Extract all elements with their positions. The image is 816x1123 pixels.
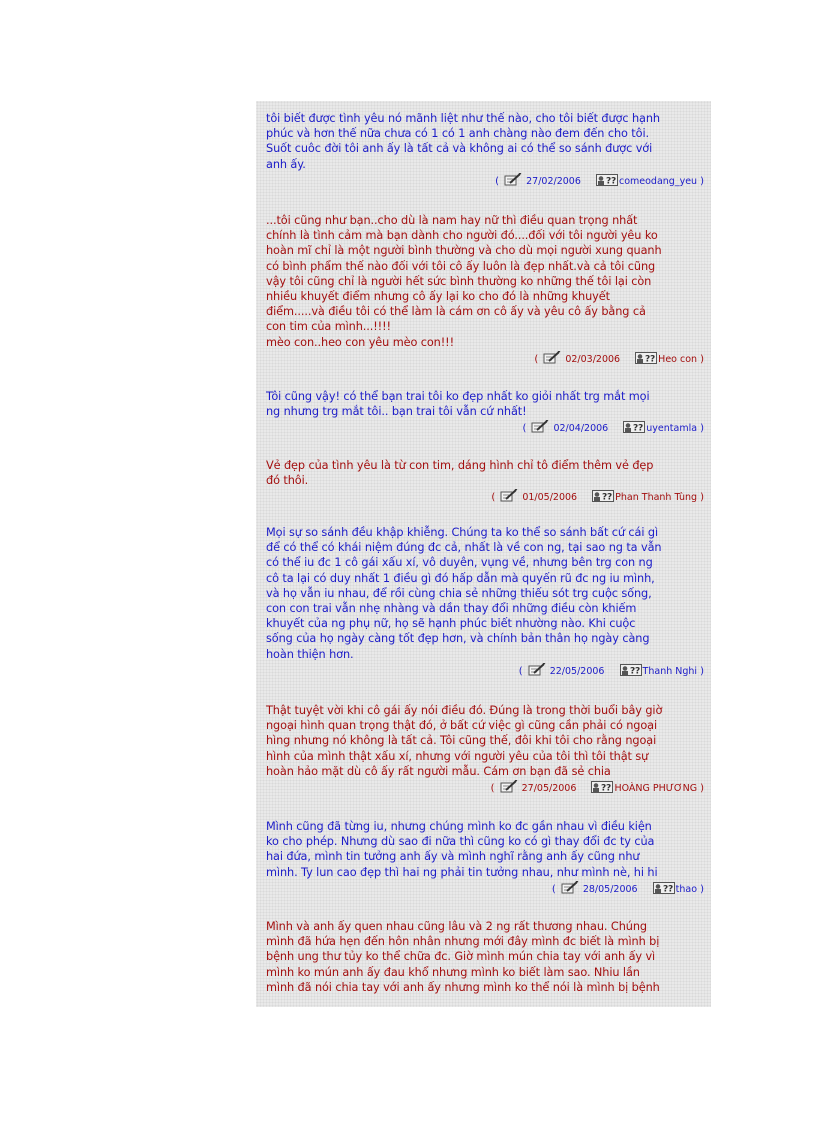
edit-pencil-icon [531,420,549,433]
comment-author: HOÀNG PHƯƠNG [614,783,698,795]
comment-text: tôi biết được tình yêu nó mãnh liệt như thế nào, cho tôi biết được hạnh phúc và hơn thế nữa chưa có 1 có 1 anh chàng nào đem đến cho tôi. Suốt cuôc đời tôi anh ấy là tất cả và không ai có thể so sánh được với anh ấy. [266,112,660,171]
comment-meta: ( 01/05/2006 ? ? Phan Thanh Tùng ) [266,489,706,506]
svg-text:?: ? [606,783,612,794]
comment-date: 28/05/2006 [582,883,638,895]
comment-author: thao [675,883,698,895]
comment-2 [266,213,706,368]
comment-meta: ( 22/05/2006 ? ? Thanh Nghi ) [266,663,706,680]
comment-text: Thật tuyệt vời khi cô gái ấy nói điều đó. Đúng là trong thời buổi bây giờ ngoại hình quan trọng thật đó, ở bất cứ việc gì cũng cần phải có ngoại hìng nhưng nó không là tất cả. Tôi cũng thế, đôi khi tôi cho rằng ngoại hình của mình thật xấu xí, nhưng với người yêu của tôi thì tôi thật sự hoàn hảo mặt dù cô ấy rất người mẫu. Cám ơn bạn đã sẻ chia [266,704,663,778]
comment-text: Tôi cũng vậy! có thể bạn trai tôi ko đẹp nhất ko giỏi nhất trg mắt mọi ng nhưng trg mắt tôi.. bạn trai tôi vẫn cứ nhất! [266,390,650,419]
comment-date: 01/05/2006 [522,492,578,504]
comment-meta: ( 27/05/2006 ? ? HOÀNG PHƯƠNG ) [266,780,706,797]
comment-8 [266,919,706,995]
comment-date: 02/03/2006 [565,353,621,365]
svg-text:?: ? [602,492,608,503]
svg-text:?: ? [667,884,673,894]
user-question-icon [596,174,618,186]
edit-pencil-icon [561,881,579,894]
comment-text: Vẻ đẹp của tình yêu là từ con tim, dáng hình chỉ tô điểm thêm vẻ đẹp đó thôi. [266,459,654,488]
comment-author: Phan Thanh Tùng [615,492,698,504]
svg-text:?: ? [645,354,651,364]
comment-date: 02/04/2006 [553,423,609,435]
comments-panel [256,101,711,1007]
user-question-icon [635,352,657,364]
comment-text: Mình cũng đã từng iu, nhưng chúng mình ko đc gần nhau vì điều kiện ko cho phép. Nhưng dù sao đi nữa thì cũng ko có gì thay đổi đc ty của hai đứa, mình tin tưởng anh ấy và mình nghĩ rằng anh ấy cũng như mình. Ty lun cao đẹp thì hai ng phải tin tưởng nhau, như mình nè, hi hi [266,820,658,879]
svg-text:?: ? [605,176,612,186]
svg-text:?: ? [638,423,644,434]
edit-pencil-icon [504,173,522,186]
edit-pencil-icon [543,351,561,364]
comment-author: uyentamla [646,423,698,435]
comment-meta: ( 02/04/2006 ? ? uyentamla ) [266,420,706,437]
svg-text:?: ? [650,354,656,364]
edit-pencil-icon [528,663,546,676]
svg-text:?: ? [607,492,613,503]
comment-author: Heo con [658,353,698,365]
comment-1 [266,111,706,190]
svg-text:?: ? [634,666,640,676]
user-question-icon [591,781,613,793]
comment-meta: ( 02/03/2006 ? ? Heo con ) [266,351,706,368]
user-question-icon [653,882,675,894]
user-question-icon [620,664,642,676]
comment-date: 27/02/2006 [526,175,581,187]
edit-pencil-icon [500,489,518,502]
svg-text:?: ? [629,666,635,676]
comment-6 [266,703,706,797]
comment-author: Thanh Nghi [642,665,698,677]
user-question-icon [592,490,614,502]
comment-5 [266,525,706,680]
svg-text:?: ? [633,423,639,434]
comment-date: 22/05/2006 [549,665,605,677]
comment-7 [266,819,706,898]
comment-date: 27/05/2006 [521,783,577,795]
comment-meta: ( 27/02/2006 ? ? comeodang_yeu ) [266,173,706,190]
comment-text: Mọi sự so sánh đều khập khiễng. Chúng ta ko thể so sánh bất cứ cái gì để có thể có khái niệm đúng đc cả, nhất là về con ng, tại sao ng ta vẫn có thể iu đc 1 cô gái xấu xí, vô duyên, vụng về, nhưng bên trg con ng cô ta lại có duy nhất 1 điều gì đó hấp dẫn mà quyến rũ đc ng iu mình, và họ vẫn iu nhau, để rồi cùng chia sẻ những thiếu sót trg cuộc sống, con con trai vẫn nhẹ nhàng và dần thay đổi những điều còn khiếm khuyết của ng phụ nữ, họ sẽ hạnh phúc biết nhường nào. Khi cuộc sống của họ ngày càng tốt đẹp hơn, và chính bản thân họ ngày càng hoàn thiện hơn. [266,526,662,661]
svg-text:?: ? [662,884,668,894]
svg-text:?: ? [601,783,607,794]
comment-author: comeodang_yeu [618,175,698,187]
svg-text:?: ? [610,176,617,186]
edit-pencil-icon [500,780,518,793]
comment-3 [266,389,706,437]
user-question-icon [623,421,645,433]
comment-text: Mình và anh ấy quen nhau cũng lâu và 2 ng rất thương nhau. Chúng mình đã hứa hẹn đến hôn nhân nhưng mới đây mình đc biết là mình bị bệnh ung thư tủy ko thể chữa đc. Giờ mình mún chia tay với anh ấy vì mình ko mún anh ấy đau khổ nhưng mình ko biết làm sao. Nhiu lần mình đã nói chia tay với anh ấy nhưng mình ko thể nói là mình bị bệnh [266,920,660,994]
comment-meta: ( 28/05/2006 ? ? thao ) [266,881,706,898]
comment-4 [266,458,706,506]
comment-text: ...tôi cũng như bạn..cho dù là nam hay nữ thì điều quan trọng nhất chính là tình cảm mà bạn dành cho người đó....đối với tôi người yêu ko hoàn mĩ chỉ là một người bình thường và cho dù mọi người xung quanh có bình phẩm thế nào đối với tôi cô ấy luôn là đẹp nhất.và cả tôi cũng vậy tôi cũng chỉ là người hết sức bình thường ko những thế tôi lại còn nhiều khuyết điểm nhưng cô ấy lại ko cho đó là những khuyết điểm.....và điều tôi có thể làm là cám ơn cô ấy và yêu cô ấy bằng cả con tim của mình...!!!! mèo con..heo con yêu mèo con!!! [266,214,662,349]
